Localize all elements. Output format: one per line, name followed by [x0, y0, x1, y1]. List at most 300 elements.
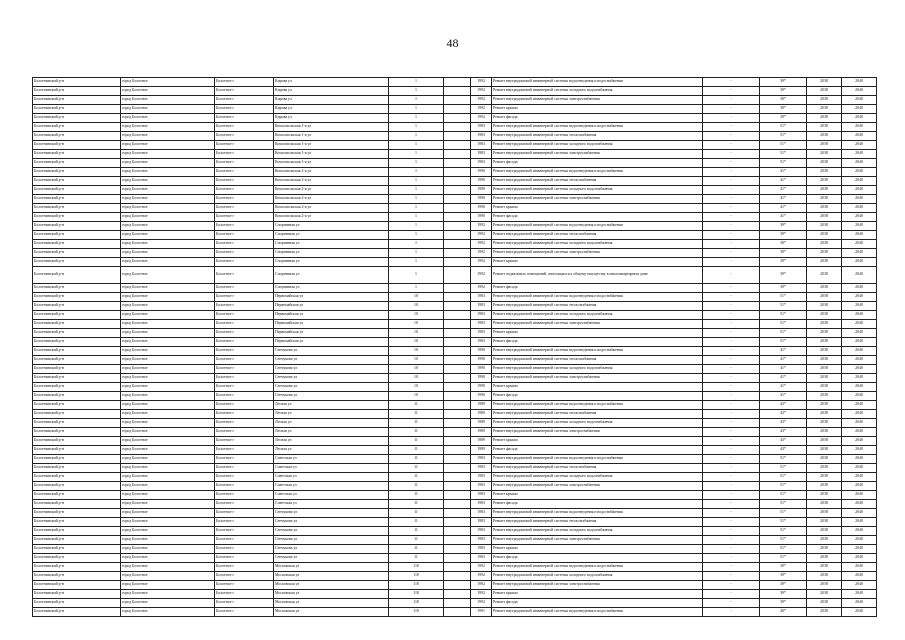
table-cell-settlement: город Болотное: [121, 328, 215, 337]
table-cell-district: Болотнинский р-н: [33, 445, 121, 454]
table-cell-district: Болотнинский р-н: [33, 427, 121, 436]
table-cell-house: 1: [389, 168, 444, 177]
table-cell-dash: -: [703, 328, 760, 337]
table-row: [33, 177, 877, 186]
table-cell-locality: Болотное г: [215, 186, 274, 195]
table-cell-locality: Болотное г: [215, 105, 274, 114]
table-cell-locality: Болотное г: [215, 526, 274, 535]
table-cell-start-year: 2038: [807, 213, 842, 222]
table-cell-blank: [444, 562, 471, 571]
table-cell-percent: 41*: [760, 391, 807, 400]
table-row: [33, 409, 877, 418]
table-cell-start-year: 2038: [807, 195, 842, 204]
table-cell-percent: 43*: [760, 418, 807, 427]
table-cell-settlement: город Болотное: [121, 382, 215, 391]
table-cell-locality: Болотное г: [215, 580, 274, 589]
table-cell-dash: -: [703, 213, 760, 222]
table-cell-work-type: Ремонт внутридомовой инженерной системы электроснабжения: [492, 150, 703, 159]
table-row: [33, 132, 877, 141]
table-cell-district: Болотнинский р-н: [33, 472, 121, 481]
table-cell-blank: [444, 463, 471, 472]
table-cell-house: 11: [389, 427, 444, 436]
table-cell-street: Советская ул: [274, 454, 389, 463]
table-cell-year: 1990: [471, 391, 492, 400]
table-cell-settlement: город Болотное: [121, 168, 215, 177]
table-cell-percent: 43*: [760, 436, 807, 445]
table-cell-percent: 51*: [760, 463, 807, 472]
table-cell-year: 1983: [471, 499, 492, 508]
table-cell-year: 1983: [471, 132, 492, 141]
table-cell-street: Сенчукова ул: [274, 544, 389, 553]
table-cell-dash: -: [703, 607, 760, 616]
table-row: [33, 427, 877, 436]
table-cell-percent: 51*: [760, 292, 807, 301]
table-cell-house: 10: [389, 292, 444, 301]
table-cell-start-year: 2038: [807, 481, 842, 490]
table-cell-percent: 39*: [760, 222, 807, 231]
table-cell-street: Комсомольская 1-я ул: [274, 141, 389, 150]
table-cell-start-year: 2038: [807, 310, 842, 319]
table-cell-settlement: город Болотное: [121, 535, 215, 544]
table-cell-blank: [444, 409, 471, 418]
table-cell-house: 118: [389, 571, 444, 580]
table-cell-district: Болотнинский р-н: [33, 535, 121, 544]
table-cell-district: Болотнинский р-н: [33, 249, 121, 258]
table-cell-district: Болотнинский р-н: [33, 123, 121, 132]
table-cell-start-year: 2038: [807, 96, 842, 105]
table-row: [33, 249, 877, 258]
table-cell-percent: 51*: [760, 454, 807, 463]
table-cell-district: Болотнинский р-н: [33, 213, 121, 222]
table-cell-street: Сенчукова ул: [274, 517, 389, 526]
table-cell-year: 1992: [471, 87, 492, 96]
table-cell-percent: 51*: [760, 508, 807, 517]
table-cell-end-year: 2040: [842, 508, 877, 517]
table-cell-settlement: город Болотное: [121, 96, 215, 105]
table-cell-dash: -: [703, 267, 760, 284]
table-cell-dash: -: [703, 319, 760, 328]
table-cell-dash: -: [703, 472, 760, 481]
table-cell-district: Болотнинский р-н: [33, 571, 121, 580]
table-cell-start-year: 2038: [807, 562, 842, 571]
table-cell-locality: Болотное г: [215, 436, 274, 445]
table-cell-blank: [444, 231, 471, 240]
table-cell-end-year: 2040: [842, 177, 877, 186]
table-cell-street: Советская ул: [274, 463, 389, 472]
table-cell-district: Болотнинский р-н: [33, 292, 121, 301]
table-cell-settlement: город Болотное: [121, 141, 215, 150]
table-cell-house: 118: [389, 580, 444, 589]
table-row: [33, 310, 877, 319]
table-cell-dash: -: [703, 526, 760, 535]
table-cell-work-type: Ремонт внутридомовой инженерной системы теплоснабжения: [492, 301, 703, 310]
table-cell-dash: -: [703, 346, 760, 355]
table-cell-end-year: 2040: [842, 562, 877, 571]
table-row: [33, 355, 877, 364]
table-cell-end-year: 2040: [842, 481, 877, 490]
table-cell-house: 10: [389, 364, 444, 373]
table-cell-end-year: 2040: [842, 355, 877, 364]
table-cell-end-year: 2040: [842, 472, 877, 481]
table-cell-end-year: 2040: [842, 213, 877, 222]
table-cell-street: Комсомольская 2-я ул: [274, 213, 389, 222]
table-cell-percent: 39*: [760, 96, 807, 105]
table-cell-house: 10: [389, 337, 444, 346]
table-cell-house: 11: [389, 535, 444, 544]
table-cell-year: 1990: [471, 213, 492, 222]
table-cell-work-type: Ремонт внутридомовой инженерной системы электроснабжения: [492, 535, 703, 544]
table-cell-street: Спортивная ул: [274, 240, 389, 249]
table-row: [33, 454, 877, 463]
table-cell-year: 1990: [471, 382, 492, 391]
table-row: [33, 535, 877, 544]
table-cell-district: Болотнинский р-н: [33, 580, 121, 589]
table-cell-dash: -: [703, 490, 760, 499]
table-cell-locality: Болотное г: [215, 159, 274, 168]
table-cell-settlement: город Болотное: [121, 186, 215, 195]
table-cell-end-year: 2040: [842, 427, 877, 436]
table-cell-house: 1: [389, 159, 444, 168]
table-cell-house: 1: [389, 132, 444, 141]
table-cell-blank: [444, 292, 471, 301]
table-cell-work-type: Ремонт внутридомовой инженерной системы электроснабжения: [492, 373, 703, 382]
table-cell-year: 1983: [471, 508, 492, 517]
table-cell-dash: -: [703, 195, 760, 204]
table-cell-work-type: Ремонт фасада: [492, 391, 703, 400]
table-cell-street: Сенчукова ул: [274, 373, 389, 382]
table-cell-work-type: Ремонт внутридомовой инженерной системы водоотведения и водоснабжения: [492, 346, 703, 355]
table-cell-work-type: Ремонт внутридомовой инженерной системы холодного водоснабжения: [492, 472, 703, 481]
table-cell-end-year: 2040: [842, 258, 877, 267]
table-cell-locality: Болотное г: [215, 508, 274, 517]
table-cell-house: 11: [389, 400, 444, 409]
table-cell-blank: [444, 391, 471, 400]
table-row: [33, 78, 877, 87]
table-cell-work-type: Ремонт внутридомовой инженерной системы холодного водоснабжения: [492, 141, 703, 150]
table-cell-district: Болотнинский р-н: [33, 490, 121, 499]
table-cell-locality: Болотное г: [215, 418, 274, 427]
table-cell-year: 1983: [471, 526, 492, 535]
table-cell-locality: Болотное г: [215, 499, 274, 508]
table-cell-blank: [444, 114, 471, 123]
repair-schedule-table: [32, 77, 877, 617]
table-cell-locality: Болотное г: [215, 391, 274, 400]
table-cell-settlement: город Болотное: [121, 267, 215, 284]
table-cell-work-type: Ремонт внутридомовой инженерной системы электроснабжения: [492, 249, 703, 258]
table-cell-house: 118: [389, 598, 444, 607]
table-cell-house: 119: [389, 607, 444, 616]
table-cell-district: Болотнинский р-н: [33, 526, 121, 535]
table-cell-year: 1983: [471, 123, 492, 132]
table-cell-percent: 51*: [760, 159, 807, 168]
table-cell-work-type: Ремонт внутридомовой инженерной системы электроснабжения: [492, 427, 703, 436]
table-cell-dash: -: [703, 580, 760, 589]
table-cell-settlement: город Болотное: [121, 526, 215, 535]
table-cell-year: 1983: [471, 141, 492, 150]
table-cell-house: 10: [389, 391, 444, 400]
table-cell-blank: [444, 364, 471, 373]
table-cell-work-type: Ремонт внутридомовой инженерной системы теплоснабжения: [492, 132, 703, 141]
table-cell-dash: -: [703, 292, 760, 301]
table-cell-district: Болотнинский р-н: [33, 337, 121, 346]
table-cell-start-year: 2038: [807, 150, 842, 159]
table-row: [33, 159, 877, 168]
table-row: [33, 445, 877, 454]
table-cell-work-type: Ремонт внутридомовой инженерной системы водоотведения и водоснабжения: [492, 168, 703, 177]
table-row: [33, 373, 877, 382]
table-cell-settlement: город Болотное: [121, 310, 215, 319]
table-cell-district: Болотнинский р-н: [33, 607, 121, 616]
table-cell-house: 1: [389, 240, 444, 249]
table-cell-percent: 39*: [760, 283, 807, 292]
table-cell-percent: 51*: [760, 499, 807, 508]
table-cell-district: Болотнинский р-н: [33, 382, 121, 391]
table-row: [33, 231, 877, 240]
table-cell-start-year: 2038: [807, 391, 842, 400]
table-cell-start-year: 2038: [807, 598, 842, 607]
table-cell-house: 1: [389, 105, 444, 114]
table-cell-blank: [444, 382, 471, 391]
table-cell-blank: [444, 240, 471, 249]
table-cell-blank: [444, 310, 471, 319]
table-cell-blank: [444, 508, 471, 517]
table-cell-percent: 39*: [760, 240, 807, 249]
table-row: [33, 168, 877, 177]
table-cell-percent: 51*: [760, 150, 807, 159]
table-cell-district: Болотнинский р-н: [33, 231, 121, 240]
table-cell-end-year: 2040: [842, 301, 877, 310]
table-cell-start-year: 2038: [807, 580, 842, 589]
table-cell-blank: [444, 141, 471, 150]
table-cell-street: Лесная ул: [274, 409, 389, 418]
table-cell-dash: -: [703, 258, 760, 267]
table-cell-house: 1: [389, 177, 444, 186]
table-cell-work-type: Ремонт внутридомовой инженерной системы холодного водоснабжения: [492, 418, 703, 427]
table-cell-year: 1990: [471, 364, 492, 373]
table-row: [33, 589, 877, 598]
table-cell-blank: [444, 481, 471, 490]
table-cell-street: Первомайская ул: [274, 319, 389, 328]
table-cell-work-type: Ремонт внутридомовой инженерной системы водоотведения и водоснабжения: [492, 508, 703, 517]
table-cell-work-type: Ремонт внутридомовой инженерной системы теплоснабжения: [492, 177, 703, 186]
table-cell-blank: [444, 553, 471, 562]
table-row: [33, 580, 877, 589]
table-cell-house: 1: [389, 267, 444, 284]
table-cell-end-year: 2040: [842, 204, 877, 213]
table-cell-year: 1983: [471, 544, 492, 553]
table-cell-locality: Болотное г: [215, 240, 274, 249]
table-cell-work-type: Ремонт фасада: [492, 598, 703, 607]
table-cell-street: Кирова ул: [274, 105, 389, 114]
table-cell-blank: [444, 346, 471, 355]
table-cell-locality: Болотное г: [215, 607, 274, 616]
table-cell-year: 1992: [471, 267, 492, 284]
table-cell-end-year: 2040: [842, 319, 877, 328]
table-cell-percent: 51*: [760, 328, 807, 337]
table-cell-year: 1983: [471, 292, 492, 301]
table-row: [33, 418, 877, 427]
table-cell-end-year: 2040: [842, 589, 877, 598]
table-cell-street: Лесная ул: [274, 427, 389, 436]
table-cell-locality: Болотное г: [215, 87, 274, 96]
table-cell-settlement: город Болотное: [121, 177, 215, 186]
table-cell-year: 1983: [471, 463, 492, 472]
table-cell-start-year: 2038: [807, 258, 842, 267]
table-cell-blank: [444, 319, 471, 328]
table-cell-house: 11: [389, 445, 444, 454]
table-row: [33, 337, 877, 346]
table-cell-work-type: Ремонт внутридомовой инженерной системы водоотведения и водоснабжения: [492, 454, 703, 463]
table-cell-district: Болотнинский р-н: [33, 598, 121, 607]
table-cell-settlement: город Болотное: [121, 87, 215, 96]
table-cell-dash: -: [703, 123, 760, 132]
table-cell-district: Болотнинский р-н: [33, 436, 121, 445]
table-cell-blank: [444, 301, 471, 310]
table-cell-work-type: Ремонт внутридомовой инженерной системы холодного водоснабжения: [492, 571, 703, 580]
table-cell-work-type: Ремонт внутридомовой инженерной системы водоотведения и водоснабжения: [492, 123, 703, 132]
table-cell-dash: -: [703, 283, 760, 292]
table-cell-settlement: город Болотное: [121, 292, 215, 301]
table-row: [33, 400, 877, 409]
table-cell-house: 11: [389, 463, 444, 472]
table-cell-percent: 39*: [760, 231, 807, 240]
table-cell-street: Комсомольская 1-я ул: [274, 123, 389, 132]
table-cell-dash: -: [703, 231, 760, 240]
table-cell-house: 10: [389, 382, 444, 391]
table-cell-year: 1983: [471, 535, 492, 544]
table-cell-year: 1983: [471, 337, 492, 346]
table-cell-house: 1: [389, 195, 444, 204]
table-cell-settlement: город Болотное: [121, 508, 215, 517]
table-cell-settlement: город Болотное: [121, 364, 215, 373]
table-cell-start-year: 2038: [807, 141, 842, 150]
table-cell-street: Лесная ул: [274, 418, 389, 427]
table-cell-end-year: 2040: [842, 400, 877, 409]
table-cell-locality: Болотное г: [215, 409, 274, 418]
table-cell-percent: 51*: [760, 517, 807, 526]
table-cell-start-year: 2038: [807, 168, 842, 177]
table-cell-house: 10: [389, 310, 444, 319]
table-cell-start-year: 2038: [807, 105, 842, 114]
table-cell-year: 1989: [471, 400, 492, 409]
table-cell-blank: [444, 589, 471, 598]
table-cell-work-type: Ремонт внутридомовой инженерной системы водоотведения и водоснабжения: [492, 400, 703, 409]
table-cell-locality: Болотное г: [215, 213, 274, 222]
table-cell-settlement: город Болотное: [121, 436, 215, 445]
table-cell-end-year: 2040: [842, 382, 877, 391]
table-cell-dash: -: [703, 249, 760, 258]
table-cell-start-year: 2038: [807, 292, 842, 301]
table-row: [33, 87, 877, 96]
table-cell-end-year: 2040: [842, 249, 877, 258]
table-cell-district: Болотнинский р-н: [33, 544, 121, 553]
table-cell-percent: 51*: [760, 337, 807, 346]
table-cell-street: Московская ул: [274, 562, 389, 571]
table-cell-dash: -: [703, 186, 760, 195]
table-cell-work-type: Ремонт крыши: [492, 328, 703, 337]
table-cell-work-type: Ремонт внутридомовой инженерной системы водоотведения и водоснабжения: [492, 607, 703, 616]
table-cell-locality: Болотное г: [215, 141, 274, 150]
table-cell-end-year: 2040: [842, 409, 877, 418]
table-cell-locality: Болотное г: [215, 267, 274, 284]
table-cell-percent: 51*: [760, 301, 807, 310]
table-cell-street: Первомайская ул: [274, 301, 389, 310]
table-cell-work-type: Ремонт крыши: [492, 258, 703, 267]
table-row: [33, 607, 877, 616]
table-cell-district: Болотнинский р-н: [33, 553, 121, 562]
table-cell-house: 11: [389, 436, 444, 445]
table-cell-settlement: город Болотное: [121, 571, 215, 580]
table-cell-district: Болотнинский р-н: [33, 463, 121, 472]
table-row: [33, 328, 877, 337]
table-cell-locality: Болотное г: [215, 150, 274, 159]
table-cell-locality: Болотное г: [215, 337, 274, 346]
table-cell-blank: [444, 96, 471, 105]
table-cell-dash: -: [703, 517, 760, 526]
table-cell-percent: 41*: [760, 346, 807, 355]
table-cell-house: 11: [389, 517, 444, 526]
table-cell-blank: [444, 436, 471, 445]
table-cell-district: Болотнинский р-н: [33, 222, 121, 231]
table-cell-work-type: Ремонт фасада: [492, 337, 703, 346]
table-cell-street: Комсомольская 2-я ул: [274, 177, 389, 186]
table-cell-street: Московская ул: [274, 607, 389, 616]
table-cell-house: 10: [389, 319, 444, 328]
table-cell-blank: [444, 517, 471, 526]
table-row: [33, 301, 877, 310]
table-cell-percent: 41*: [760, 213, 807, 222]
table-cell-house: 11: [389, 454, 444, 463]
table-cell-work-type: Ремонт крыши: [492, 382, 703, 391]
table-row: [33, 463, 877, 472]
table-cell-start-year: 2038: [807, 382, 842, 391]
table-cell-start-year: 2038: [807, 328, 842, 337]
table-cell-street: Московская ул: [274, 589, 389, 598]
table-cell-end-year: 2040: [842, 267, 877, 284]
table-cell-start-year: 2038: [807, 123, 842, 132]
table-cell-settlement: город Болотное: [121, 204, 215, 213]
table-cell-end-year: 2040: [842, 123, 877, 132]
table-row: [33, 490, 877, 499]
table-cell-locality: Болотное г: [215, 571, 274, 580]
table-cell-end-year: 2040: [842, 240, 877, 249]
table-cell-blank: [444, 186, 471, 195]
table-cell-dash: -: [703, 177, 760, 186]
table-cell-settlement: город Болотное: [121, 463, 215, 472]
table-cell-percent: 41*: [760, 168, 807, 177]
table-cell-street: Лесная ул: [274, 436, 389, 445]
table-cell-year: 1983: [471, 490, 492, 499]
table-cell-work-type: Ремонт внутридомовой инженерной системы теплоснабжения: [492, 231, 703, 240]
table-cell-house: 10: [389, 373, 444, 382]
table-cell-house: 1: [389, 78, 444, 87]
table-cell-end-year: 2040: [842, 337, 877, 346]
table-cell-work-type: Ремонт подвальных помещений, относящихся к общему имуществу в многоквартирном доме: [492, 267, 703, 284]
table-cell-percent: 39*: [760, 249, 807, 258]
table-cell-end-year: 2040: [842, 114, 877, 123]
table-row: [33, 213, 877, 222]
table-cell-end-year: 2040: [842, 195, 877, 204]
table-cell-year: 1992: [471, 96, 492, 105]
table-cell-settlement: город Болотное: [121, 222, 215, 231]
table-cell-street: Советская ул: [274, 472, 389, 481]
table-cell-work-type: Ремонт внутридомовой инженерной системы водоотведения и водоснабжения: [492, 78, 703, 87]
table-row: [33, 258, 877, 267]
table-cell-start-year: 2038: [807, 373, 842, 382]
table-cell-house: 11: [389, 490, 444, 499]
table-cell-start-year: 2038: [807, 204, 842, 213]
table-cell-work-type: Ремонт крыши: [492, 436, 703, 445]
